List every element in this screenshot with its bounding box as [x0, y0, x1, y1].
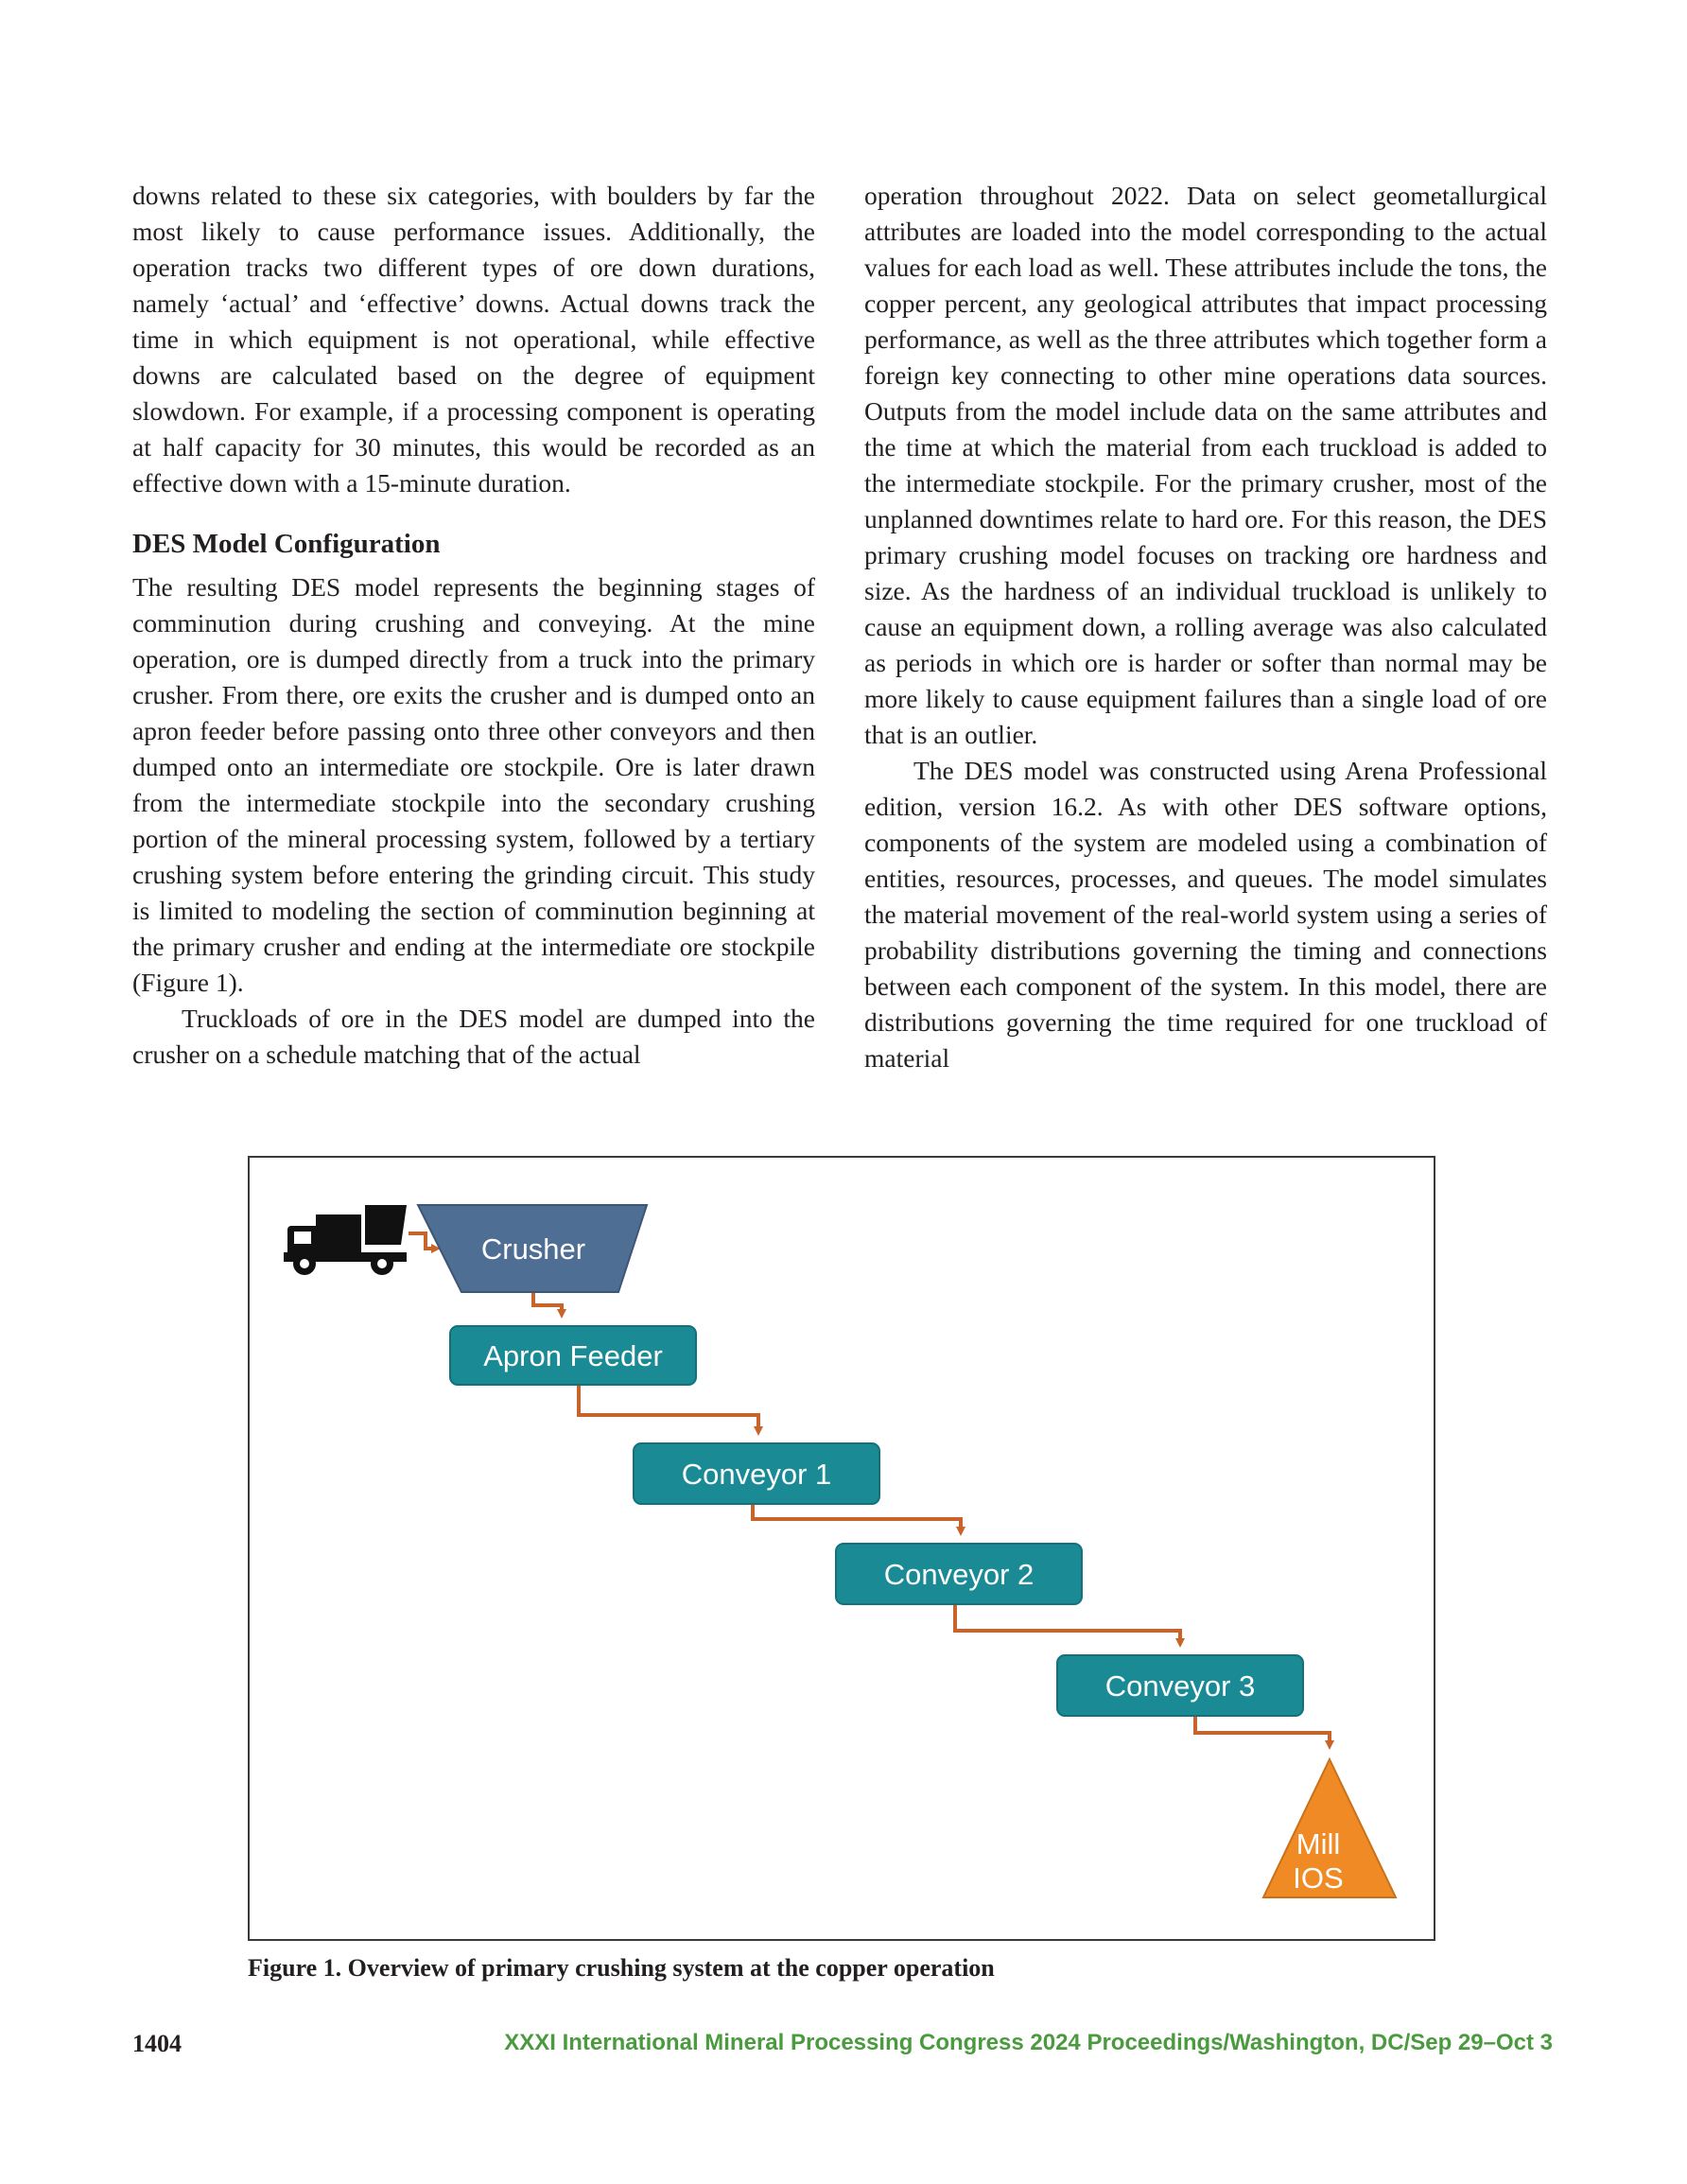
page-number: 1404 — [132, 2030, 182, 2057]
ios-label: IOS — [1293, 1861, 1344, 1895]
figure-caption: Figure 1. Overview of primary crushing system at the copper operation — [248, 1954, 995, 1982]
arrow-conveyor1-to-conveyor2 — [753, 1502, 961, 1532]
conveyor-1-node — [634, 1443, 879, 1504]
mill-label: Mill — [1296, 1827, 1341, 1861]
apron-feeder-label: Apron Feeder — [483, 1339, 663, 1372]
paragraph: operation throughout 2022. Data on select geometallurgical attributes are loaded into the model corresponding to the actual values for each load as well. These attributes include the tons, the copper percent, any geological attributes that impact processing performance, as well as the three attributes which together form a foreign key connecting to other mine operations data sources. Outputs from the model include data on the same attributes and the time at which the material from each truckload is added to the intermediate stockpile. For the primary crusher, most of the unplanned downtimes relate to hard ore. For this reason, the DES primary crushing model focuses on tracking ore hardness and size. As the hardness of an individual truckload is unlikely to cause an equipment down, a rolling average was also calculated as periods in which ore is harder or softer than normal may be more likely to cause equipment failures than a single load of ore that is an outlier. — [864, 181, 1547, 749]
conveyor-1-label: Conveyor 1 — [681, 1458, 832, 1491]
arrow-conveyor3-to-mill — [1195, 1714, 1330, 1746]
conveyor-3-node — [1057, 1655, 1303, 1716]
arrow-conveyor2-to-conveyor3 — [955, 1602, 1180, 1644]
arrow-apron-to-conveyor1 — [579, 1383, 758, 1432]
paragraph: Truckloads of ore in the DES model are dumped into the crusher on a schedule matching that of the actual — [132, 1004, 815, 1069]
conveyor-2-node — [836, 1544, 1082, 1604]
paragraph: downs related to these six categories, with boulders by far the most likely to cause performance issues. Additionally, the operation tracks two different types of ore down durations, namely ‘actual’ and ‘effective’ downs. Actual downs track the time in which equipment is not operational, while effective downs are calculated based on the degree of equipment slowdown. For example, if a processing component is operating at half capacity for 30 minutes, this would be recorded as an effective down with a 15-minute duration. — [132, 181, 815, 498]
mill-ios-stockpile-node — [1263, 1759, 1396, 1897]
section-heading: DES Model Configuration — [132, 529, 441, 559]
figure-1-diagram — [248, 1156, 1435, 1941]
paragraph: The DES model was constructed using Arena Professional edition, version 16.2. As with other DES software options, components of the system are modeled using a combination of entities, resources, processes, and queues. The model simulates the material movement of the real-world system using a series of probability distributions governing the timing and connections between each component of the system. In this model, there are distributions governing the time required for one truckload of material — [864, 756, 1547, 1073]
right-text-column — [864, 178, 1547, 1076]
conveyor-2-label: Conveyor 2 — [883, 1558, 1035, 1591]
left-text-column — [132, 178, 815, 1073]
running-footer: XXXI International Mineral Processing Congress 2024 Proceedings/Washington, DC/Sep 29–Oct 3 — [504, 2030, 1553, 2055]
crusher-label: Crusher — [480, 1232, 586, 1266]
arrow-crusher-to-apron — [533, 1290, 562, 1315]
apron-feeder-node — [450, 1326, 696, 1385]
dump-truck-icon — [284, 1205, 407, 1275]
paragraph: The resulting DES model represents the beginning stages of comminution during crushing and conveying. At the mine operation, ore is dumped directly from a truck into the primary crusher. From there, ore exits the crusher and is dumped onto an apron feeder before passing onto three other conveyors and then dumped onto an intermediate ore stockpile. Ore is later drawn from the intermediate stockpile into the secondary crushing portion of the mineral processing system, followed by a tertiary crushing system before entering the grinding circuit. This study is limited to modeling the section of comminution beginning at the primary crusher and ending at the intermediate ore stockpile (Figure 1). — [132, 572, 815, 997]
conveyor-3-label: Conveyor 3 — [1104, 1669, 1256, 1703]
crusher-node — [418, 1205, 647, 1292]
